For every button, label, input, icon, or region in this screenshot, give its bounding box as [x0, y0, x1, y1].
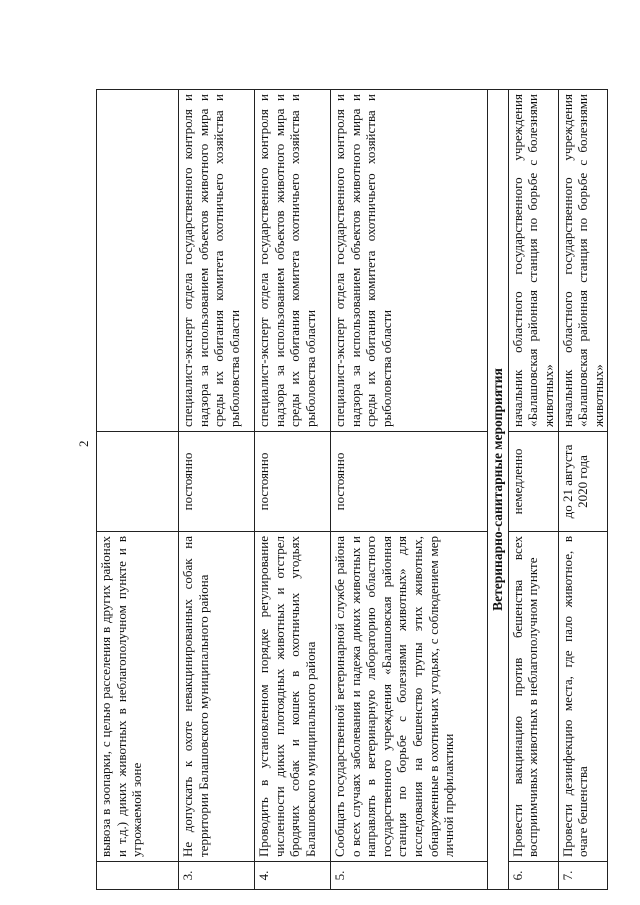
- action-cell: Проводить в установленном порядке регулирование численности диких плотоядных животных и отстрел бродячих собак и кошек в охотничьих угодьях Балашовского муниципального района: [255, 532, 331, 862]
- action-cell: Сообщать государственной ветеринарной службе района о всех случаях заболевания и падежа диких животных и направлять в ветеринарную лабораторию областного государственного учреждения «Балашовская районная станция по борьбе с болезнями животных» для исследования на бешенство трупы этих животных, обнаруженные в охотничьих угодьях, с соблюдением мер личной профилактики: [331, 532, 488, 862]
- deadline-cell: немедленно: [508, 432, 558, 532]
- rotated-page-content: [96, 90, 606, 890]
- row-number: 3.: [179, 862, 255, 890]
- deadline-cell: постоянно: [331, 432, 488, 532]
- measures-table: [96, 89, 608, 890]
- deadline-cell: до 21 августа 2020 года: [558, 432, 608, 532]
- action-cell: Провести дезинфекцию места, где пало животное, в очаге бешенства: [558, 532, 608, 862]
- row-number: 7.: [558, 862, 608, 890]
- row-number: 5.: [331, 862, 488, 890]
- table-row: [558, 90, 608, 890]
- deadline-cell: [97, 432, 179, 532]
- responsible-cell: специалист-эксперт отдела государственного контроля и надзора за использованием объектов животного мира и среды их обитания комитета охотничьего хозяйства и рыболовства области: [331, 90, 488, 432]
- responsible-cell: начальник областного государственного учреждения «Балашовская районная станция по борьбе с болезнями животных»: [558, 90, 608, 432]
- row-number: 4.: [255, 862, 331, 890]
- action-cell: Не допускать к охоте невакцинированных собак на территории Балашовского муниципального района: [179, 532, 255, 862]
- table-row: [331, 90, 488, 890]
- deadline-cell: постоянно: [255, 432, 331, 532]
- table-row: [255, 90, 331, 890]
- table-row: [508, 90, 558, 890]
- responsible-cell: специалист-эксперт отдела государственного контроля и надзора за использованием объектов животного мира и среды их обитания комитета охотничьего хозяйства и рыболовства области: [179, 90, 255, 432]
- table-row: [179, 90, 255, 890]
- action-cell: Провести вакцинацию против бешенства всех восприимчивых животных в неблагополучном пункте: [508, 532, 558, 862]
- row-number: 6.: [508, 862, 558, 890]
- row-number: [97, 862, 179, 890]
- page-number: 2: [76, 440, 91, 447]
- section-header-row: [488, 90, 509, 890]
- responsible-cell: [97, 90, 179, 432]
- action-cell: вывоза в зоопарки, с целью расселения в других районах и т.д.) диких животных в неблагополучном пункте и в угрожаемой зоне: [97, 532, 179, 862]
- responsible-cell: начальник областного государственного учреждения «Балашовская районная станция по борьбе с болезнями животных»: [508, 90, 558, 432]
- responsible-cell: специалист-эксперт отдела государственного контроля и надзора за использованием объектов животного мира и среды их обитания комитета охотничьего хозяйства и рыболовства области: [255, 90, 331, 432]
- deadline-cell: постоянно: [179, 432, 255, 532]
- table-row: [97, 90, 179, 890]
- section-title: Ветеринарно-санитарные мероприятия: [488, 90, 509, 890]
